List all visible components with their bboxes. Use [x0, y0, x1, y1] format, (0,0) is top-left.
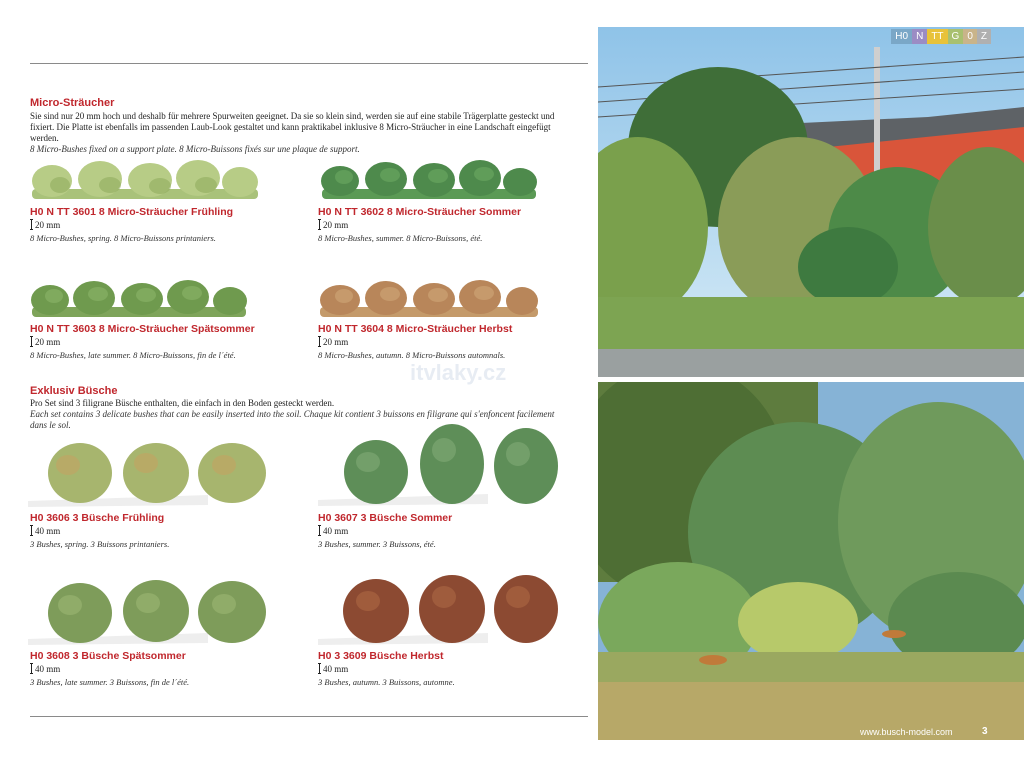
height-icon [30, 663, 33, 674]
height-icon [30, 525, 33, 536]
section-text-de: Sie sind nur 20 mm hoch und deshalb für mehrere Spurweiten geeignet. Da sie so klein sind, werden sie auf eine stabile Trägerplatte gesteckt und fixiert. Die Platte ist ebenfalls im passenden Laub-Look gestaltet und kann praktikabel inklusive 8 Micro-Sträucher in eine Landschaft eingefügt werden. [30, 111, 555, 143]
scale-badge-tt: TT [927, 29, 947, 44]
product-3602 [318, 206, 578, 243]
footer-url[interactable]: www.busch-model.com [860, 727, 953, 737]
product-3601 [30, 206, 290, 243]
product-image-3602 [320, 155, 538, 203]
scenery-photo-top [598, 27, 1024, 377]
product-size [30, 663, 290, 674]
product-3603 [30, 323, 290, 360]
product-size-value: 20 mm [323, 219, 349, 230]
bottom-rule [30, 716, 588, 717]
product-title: H0 3608 3 Büsche Spätsommer [30, 650, 186, 662]
section-text-en-fr: Each set contains 3 delicate bushes that can be easily inserted into the soil. Chaque kit contient 3 buissons en filigrane qui s'enfoncent facilement dans le sol. [30, 409, 555, 430]
product-3606 [30, 512, 290, 549]
product-desc: 8 Micro-Bushes, late summer. 8 Micro-Buissons, fin de l´été. [30, 350, 236, 360]
product-title: H0 N TT 3602 8 Micro-Sträucher Sommer [318, 206, 522, 218]
watermark: itvlaky.cz [410, 360, 507, 385]
product-title: H0 3606 3 Büsche Frühling [30, 512, 165, 524]
product-size-value: 40 mm [35, 525, 61, 536]
product-title: H0 N TT 3603 8 Micro-Sträucher Spätsommer [30, 323, 255, 335]
product-size [318, 219, 578, 230]
page-number: 3 [982, 726, 988, 737]
product-title: H0 3607 3 Büsche Sommer [318, 512, 453, 524]
product-desc: 8 Micro-Bushes, summer. 8 Micro-Buissons, été. [318, 233, 483, 243]
product-image-3601 [30, 155, 260, 203]
scale-badge-n: N [912, 29, 927, 44]
product-desc: 3 Bushes, spring. 3 Buissons printaniers. [30, 539, 170, 549]
section-text-de: Pro Set sind 3 filigrane Büsche enthalten, die einfach in den Boden gesteckt werden. [30, 398, 335, 408]
scale-badge-z: Z [977, 29, 991, 44]
product-size [30, 219, 290, 230]
product-size [30, 525, 290, 536]
product-size-value: 40 mm [323, 663, 349, 674]
product-size-value: 20 mm [35, 336, 61, 347]
section-text-en-fr: 8 Micro-Bushes fixed on a support plate. 8 Micro-Buissons fixés sur une plaque de support. [30, 144, 360, 154]
product-image-3606 [28, 435, 278, 507]
scale-badge-h0: H0 [891, 29, 912, 44]
product-size [30, 336, 290, 347]
product-desc: 3 Bushes, autumn. 3 Buissons, automne. [318, 677, 455, 687]
product-3607 [318, 512, 578, 549]
product-desc: 3 Bushes, summer. 3 Buissons, été. [318, 539, 436, 549]
section-title-micro: Micro-Sträucher [30, 97, 115, 109]
product-image-3609 [318, 565, 568, 645]
product-3608 [30, 650, 290, 687]
product-image-3603 [30, 275, 248, 321]
product-3609 [318, 650, 578, 687]
product-desc: 8 Micro-Bushes, spring. 8 Micro-Buissons printaniers. [30, 233, 216, 243]
product-image-3604 [318, 275, 540, 321]
section-title-exklusiv: Exklusiv Büsche [30, 385, 118, 397]
height-icon [30, 219, 33, 230]
product-size-value: 40 mm [323, 525, 349, 536]
product-size-value: 20 mm [35, 219, 61, 230]
height-icon [30, 336, 33, 347]
product-desc: 3 Bushes, late summer. 3 Buissons, fin de l´été. [30, 677, 190, 687]
product-3604 [318, 323, 578, 360]
top-rule [30, 63, 588, 64]
product-size [318, 336, 578, 347]
product-image-3608 [28, 575, 278, 645]
product-title: H0 N TT 3604 8 Micro-Sträucher Herbst [318, 323, 513, 335]
product-size [318, 525, 578, 536]
height-icon [318, 336, 321, 347]
height-icon [318, 219, 321, 230]
scenery-photo-bottom [598, 382, 1024, 740]
height-icon [318, 525, 321, 536]
height-icon [318, 663, 321, 674]
product-title: H0 3 3609 Büsche Herbst [318, 650, 444, 662]
product-size-value: 20 mm [323, 336, 349, 347]
section-text-micro [30, 111, 570, 155]
scale-badge-g: G [948, 29, 964, 44]
product-size-value: 40 mm [35, 663, 61, 674]
product-image-3607 [318, 420, 568, 506]
product-desc: 8 Micro-Bushes, autumn. 8 Micro-Buissons automnals. [318, 350, 506, 360]
scale-badge-0: 0 [963, 29, 977, 44]
scale-badge-bar [891, 29, 991, 44]
product-size [318, 663, 578, 674]
product-title: H0 N TT 3601 8 Micro-Sträucher Frühling [30, 206, 234, 218]
